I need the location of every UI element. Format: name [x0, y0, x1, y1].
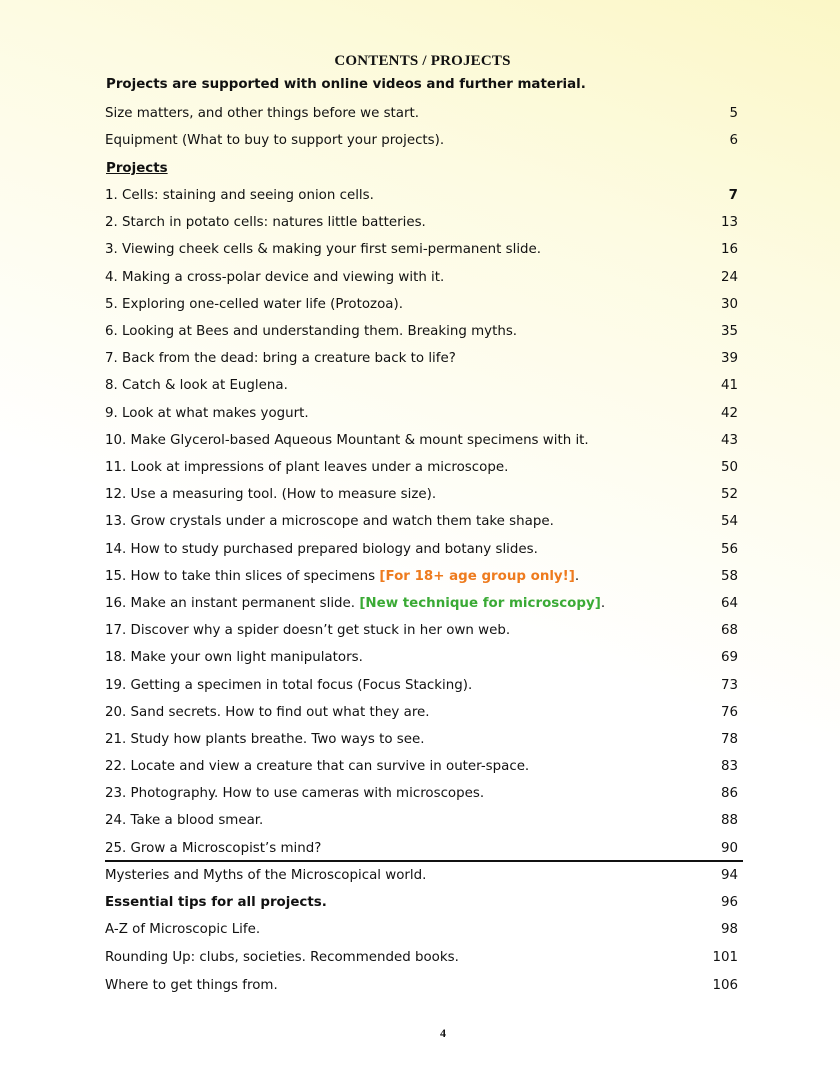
toc-row-a-z[interactable]	[105, 920, 738, 940]
toc-label: 11. Look at impressions of plant leaves under a microscope.	[105, 460, 509, 475]
toc-page-number: 94	[720, 868, 738, 883]
toc-row-project-23[interactable]	[105, 784, 738, 804]
toc-row-project-4[interactable]	[105, 268, 738, 288]
toc-label: Rounding Up: clubs, societies. Recommended books.	[105, 950, 459, 965]
toc-page-number: 78	[720, 732, 738, 747]
toc-label: 24. Take a blood smear.	[105, 813, 264, 828]
toc-row-essential-tips[interactable]	[105, 893, 738, 913]
toc-row-project-16[interactable]	[105, 594, 738, 614]
section-divider	[105, 860, 743, 862]
toc-label	[105, 594, 605, 614]
toc-row-project-19[interactable]	[105, 676, 738, 696]
toc-label: 6. Looking at Bees and understanding them. Breaking myths.	[105, 324, 518, 339]
toc-row-project-25[interactable]	[105, 839, 738, 859]
toc-page-number: 106	[712, 978, 738, 993]
toc-label: Equipment (What to buy to support your projects).	[105, 133, 445, 148]
toc-page-number: 90	[720, 841, 738, 856]
toc-page-number: 50	[720, 460, 738, 475]
toc-page-number: 5	[729, 106, 738, 121]
toc-label-text: 15. How to take thin slices of specimens	[105, 569, 380, 584]
toc-label: Mysteries and Myths of the Microscopical world.	[105, 868, 427, 883]
toc-row-project-11[interactable]	[105, 458, 738, 478]
toc-label: 21. Study how plants breathe. Two ways to see.	[105, 732, 425, 747]
toc-label-suffix: .	[600, 596, 606, 611]
toc-label-text: 16. Make an instant permanent slide.	[105, 596, 360, 611]
toc-label: 1. Cells: staining and seeing onion cells.	[105, 188, 374, 203]
toc-row-project-21[interactable]	[105, 730, 738, 750]
toc-page-number: 101	[712, 950, 738, 965]
toc-page-number: 76	[720, 705, 738, 720]
toc-page-number: 41	[720, 378, 738, 393]
toc-page-number: 6	[729, 133, 738, 148]
toc-row-project-20[interactable]	[105, 703, 738, 723]
toc-row-project-15[interactable]	[105, 567, 738, 587]
toc-row-project-5[interactable]	[105, 295, 738, 315]
toc-page-number: 35	[720, 324, 738, 339]
toc-page-number: 43	[720, 433, 738, 448]
toc-row-project-14[interactable]	[105, 540, 738, 560]
toc-row-project-1[interactable]	[105, 186, 738, 206]
toc-label: Size matters, and other things before we start.	[105, 106, 420, 121]
toc-row-project-6[interactable]	[105, 322, 738, 342]
toc-page-number: 13	[720, 215, 738, 230]
toc-page-number: 58	[720, 569, 738, 584]
toc-label: 14. How to study purchased prepared biology and botany slides.	[105, 542, 538, 557]
toc-label: 19. Getting a specimen in total focus (Focus Stacking).	[105, 678, 473, 693]
toc-page-number: 73	[720, 678, 738, 693]
toc-label: 8. Catch & look at Euglena.	[105, 378, 288, 393]
toc-page-number: 16	[720, 242, 738, 257]
toc-label: 17. Discover why a spider doesn’t get stuck in her own web.	[105, 623, 511, 638]
toc-row-project-3[interactable]	[105, 240, 738, 260]
toc-label: A-Z of Microscopic Life.	[105, 922, 261, 937]
toc-label: 22. Locate and view a creature that can survive in outer-space.	[105, 759, 530, 774]
toc-row-project-18[interactable]	[105, 648, 738, 668]
toc-label: 10. Make Glycerol-based Aqueous Mountant & mount specimens with it.	[105, 433, 589, 448]
toc-page-number: 96	[720, 895, 738, 910]
toc-label-suffix: .	[574, 569, 580, 584]
toc-label: 20. Sand secrets. How to find out what they are.	[105, 705, 430, 720]
contents-page	[105, 0, 740, 1080]
toc-page-number: 54	[720, 514, 738, 529]
toc-page-number: 88	[720, 813, 738, 828]
toc-row-size-matters[interactable]	[105, 104, 738, 124]
toc-label: 25. Grow a Microscopist’s mind?	[105, 841, 322, 856]
toc-page-number: 30	[720, 297, 738, 312]
toc-row-project-10[interactable]	[105, 431, 738, 451]
toc-label	[105, 567, 579, 587]
toc-row-project-13[interactable]	[105, 512, 738, 532]
toc-label: 4. Making a cross-polar device and viewing with it.	[105, 270, 445, 285]
toc-label: Where to get things from.	[105, 978, 278, 993]
toc-label: 13. Grow crystals under a microscope and watch them take shape.	[105, 514, 554, 529]
subtitle: Projects are supported with online videos and further material.	[106, 77, 586, 92]
toc-row-where-to-get[interactable]	[105, 976, 738, 996]
toc-row-project-2[interactable]	[105, 213, 738, 233]
toc-page-number: 86	[720, 786, 738, 801]
toc-page-number: 42	[720, 406, 738, 421]
projects-heading: Projects	[106, 161, 168, 176]
age-warning-highlight: [For 18+ age group only!]	[379, 569, 575, 584]
toc-label: Essential tips for all projects.	[105, 895, 327, 910]
toc-page-number: 64	[720, 596, 738, 611]
toc-row-project-7[interactable]	[105, 349, 738, 369]
toc-row-mysteries[interactable]	[105, 866, 738, 886]
toc-page-number: 98	[720, 922, 738, 937]
toc-row-project-12[interactable]	[105, 485, 738, 505]
toc-label: 23. Photography. How to use cameras with microscopes.	[105, 786, 485, 801]
toc-row-project-8[interactable]	[105, 376, 738, 396]
footer-page-number: 4	[440, 1026, 446, 1040]
toc-label: 7. Back from the dead: bring a creature back to life?	[105, 351, 456, 366]
toc-page-number: 39	[720, 351, 738, 366]
toc-label: 5. Exploring one-celled water life (Protozoa).	[105, 297, 403, 312]
toc-label: 3. Viewing cheek cells & making your first semi-permanent slide.	[105, 242, 542, 257]
page-title: CONTENTS / PROJECTS	[334, 53, 511, 69]
toc-row-project-22[interactable]	[105, 757, 738, 777]
toc-page-number: 24	[720, 270, 738, 285]
toc-label: 2. Starch in potato cells: natures little batteries.	[105, 215, 426, 230]
toc-page-number: 83	[720, 759, 738, 774]
toc-page-number: 56	[720, 542, 738, 557]
toc-row-rounding-up[interactable]	[105, 948, 738, 968]
toc-row-equipment[interactable]	[105, 131, 738, 151]
toc-row-project-17[interactable]	[105, 621, 738, 641]
toc-page-number: 7	[728, 188, 738, 203]
new-technique-highlight: [New technique for microscopy]	[359, 596, 601, 611]
toc-label: 9. Look at what makes yogurt.	[105, 406, 309, 421]
toc-row-project-24[interactable]	[105, 811, 738, 831]
toc-label: 18. Make your own light manipulators.	[105, 650, 363, 665]
toc-row-project-9[interactable]	[105, 404, 738, 424]
toc-page-number: 68	[720, 623, 738, 638]
toc-label: 12. Use a measuring tool. (How to measure size).	[105, 487, 437, 502]
toc-page-number: 69	[720, 650, 738, 665]
toc-page-number: 52	[720, 487, 738, 502]
